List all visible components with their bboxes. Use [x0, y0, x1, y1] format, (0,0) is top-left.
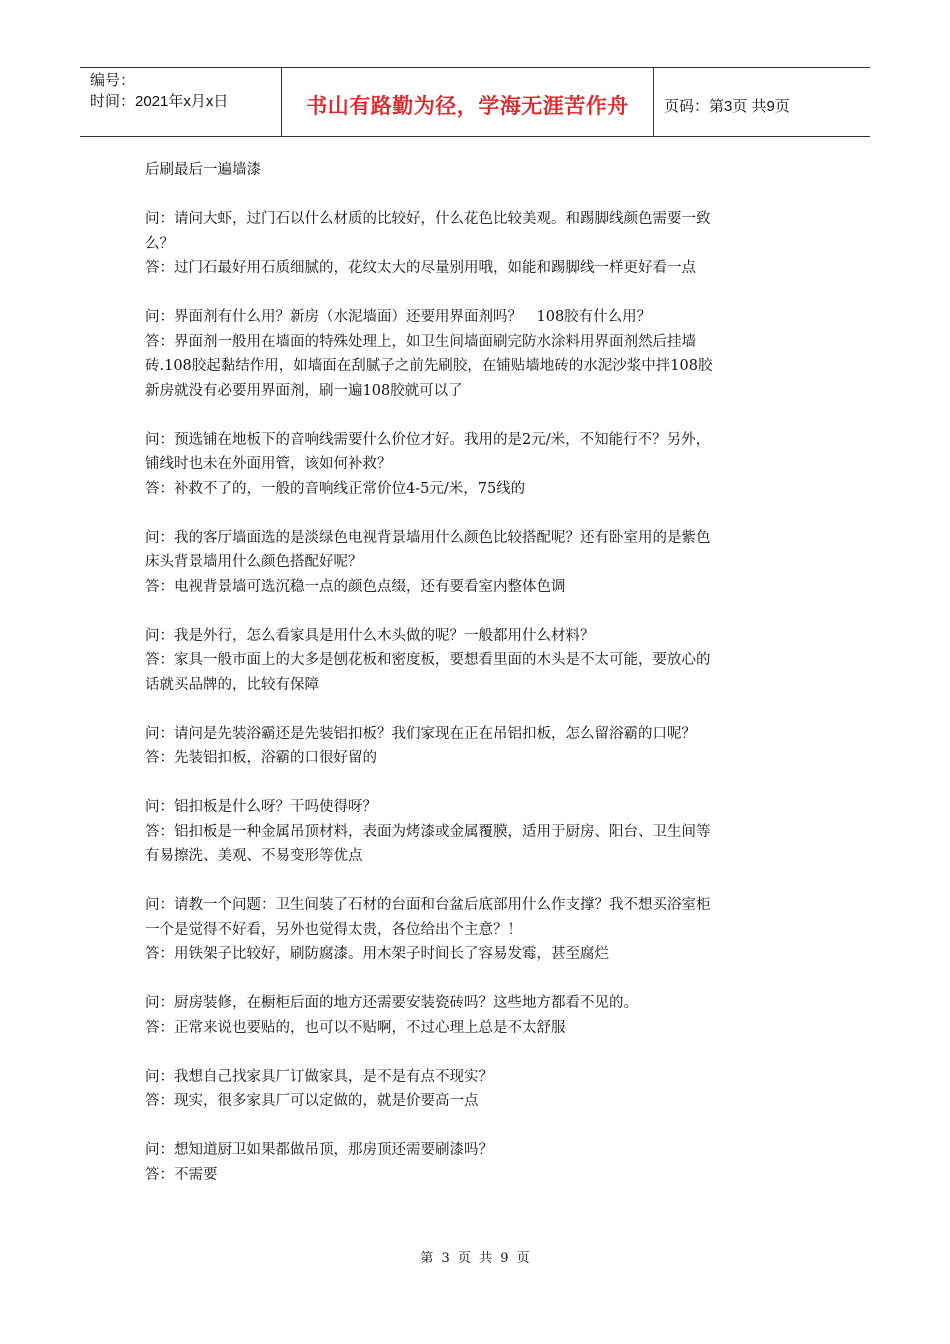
qa-item: [145, 991, 810, 1040]
question-line: 问：我是外行，怎么看家具是用什么木头做的呢？一般都用什么材料？: [145, 627, 595, 644]
question-line: 问：请教一个问题：卫生间装了石材的台面和台盆后底部用什么作支撑？我不想买浴室柜: [145, 897, 711, 913]
qa-item: [145, 1138, 810, 1187]
document-body: [145, 158, 810, 1187]
answer-line: 答：铝扣板是一种金属吊顶材料，表面为烤漆或金属覆膜，适用于厨房、阳台、卫生间等: [145, 823, 711, 840]
answer-line: 新房就没有必要用界面剂，刷一遍108胶就可以了: [145, 382, 463, 399]
question-line: 问：预选铺在地板下的音响线需要什么价位才好。我用的是2元/米，不知能行不？另外，: [145, 431, 711, 448]
question-line: 一个是觉得不好看，另外也觉得太贵，各位给出个主意？！: [145, 921, 522, 938]
answer-line: 答：补救不了的，一般的音响线正常价位4-5元/米，75线的: [145, 480, 526, 497]
header-page-cell: [654, 68, 870, 136]
qa-item: [145, 1065, 810, 1114]
answer-line: 答：电视背景墙可选沉稳一点的颜色点缀，还有要看室内整体色调: [145, 578, 566, 595]
answer-line: 答：现实，很多家具厂可以定做的，就是价要高一点: [145, 1093, 479, 1109]
header-motto-cell: [282, 68, 654, 136]
answer-line: 答：正常来说也要贴的，也可以不贴啊，不过心理上总是不太舒服: [145, 1019, 566, 1036]
answer-line: 砖.108胶起黏结作用，如墙面在刮腻子之前先刷胶，在铺贴墙地砖的水泥沙浆中拌108胶: [145, 358, 713, 374]
qa-item: [145, 305, 810, 403]
answer-line: 话就买品牌的，比较有保障: [145, 676, 319, 693]
answer-line: 答：界面剂一般用在墙面的特殊处理上，如卫生间墙面刷完防水涂料用界面剂然后挂墙: [145, 333, 696, 350]
qa-item: [145, 428, 810, 502]
answer-line: 答：过门石最好用石质细腻的，花纹太大的尽量别用哦，如能和踢脚线一样更好看一点: [145, 260, 696, 276]
qa-item: [145, 526, 810, 600]
document-number-label: 编号：: [90, 72, 136, 89]
intro-line: 后刷最后一遍墙漆: [145, 162, 261, 178]
answer-line: 答：用铁架子比较好，刷防腐漆。用木架子时间长了容易发霉，甚至腐烂: [145, 946, 609, 962]
answer-line: 答：不需要: [145, 1166, 218, 1183]
question-line: 问：想知道厨卫如果都做吊顶，那房顶还需要刷漆吗？: [145, 1142, 493, 1158]
header-meta-cell: [80, 68, 282, 136]
qa-item: [145, 722, 810, 771]
question-line: 问：我想自己找家具厂订做家具，是不是有点不现实？: [145, 1068, 493, 1085]
question-line: 床头背景墙用什么颜色搭配好呢？: [145, 554, 363, 570]
page-header: [80, 67, 870, 137]
question-line: 铺线时也未在外面用管，该如何补救？: [145, 456, 392, 472]
question-line: 问：请问是先装浴霸还是先装铝扣板？我们家现在正在吊铝扣板，怎么留浴霸的口呢？: [145, 725, 696, 742]
question-line: 问：请问大虾，过门石以什么材质的比较好，什么花色比较美观。和踢脚线颜色需要一致: [145, 211, 711, 227]
answer-line: 答：先装铝扣板，浴霸的口很好留的: [145, 750, 377, 766]
answer-line: 答：家具一般市面上的大多是刨花板和密度板，要想看里面的木头是不太可能，要放心的: [145, 652, 711, 668]
question-line: 问：我的客厅墙面选的是淡绿色电视背景墙用什么颜色比较搭配呢？还有卧室用的是紫色: [145, 529, 711, 546]
qa-item: [145, 795, 810, 869]
question-line: 问：铝扣板是什么呀？干吗使得呀？: [145, 799, 377, 815]
question-line: 么？: [145, 235, 174, 252]
document-time-label: 时间：2021年x月x日: [90, 93, 229, 110]
qa-item: [145, 207, 810, 281]
header-page-number: 页码：第3页 共9页: [664, 97, 790, 115]
question-line: 问：厨房装修，在橱柜后面的地方还需要安装瓷砖吗？这些地方都看不见的。: [145, 995, 638, 1011]
qa-item: [145, 893, 810, 967]
answer-line: 有易擦洗、美观、不易变形等优点: [145, 848, 363, 864]
qa-item: [145, 624, 810, 698]
footer-page-number: 第 3 页 共 9 页: [420, 1251, 530, 1266]
header-motto: 书山有路勤为径，学海无涯苦作舟: [306, 94, 629, 118]
question-line: 问：界面剂有什么用？新房（水泥墙面）还要用界面剂吗？ 108胶有什么用？: [145, 309, 652, 325]
page-footer: [0, 1247, 950, 1266]
